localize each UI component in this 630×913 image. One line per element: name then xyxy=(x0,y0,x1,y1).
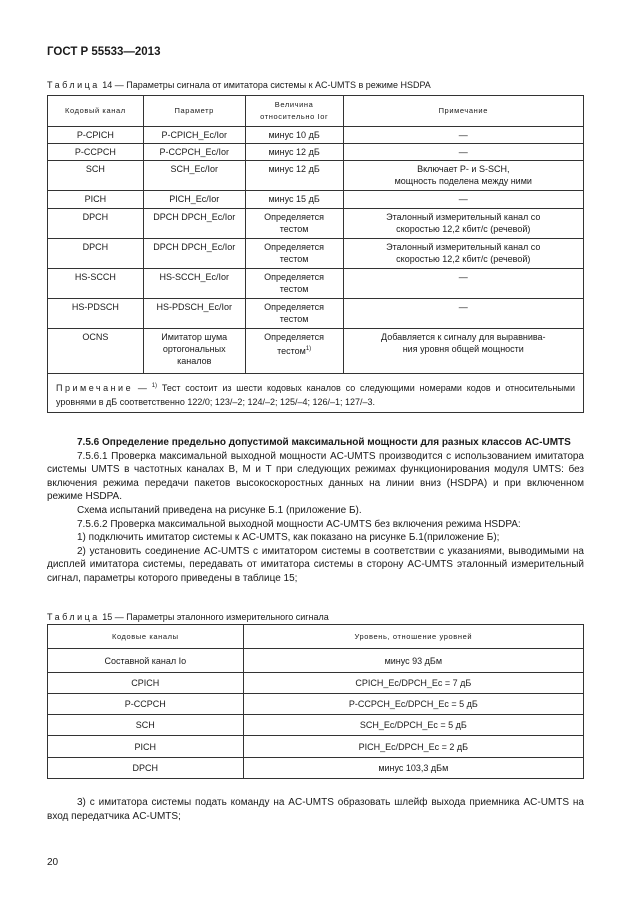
table-cell: — xyxy=(343,127,583,144)
table-15 xyxy=(47,624,584,779)
paragraph: 1) подключить имитатор системы к AC-UMTS, как показано на рисунке Б.1(приложение Б); xyxy=(77,532,500,544)
table-cell: — xyxy=(343,191,583,209)
cell-line: Добавляется к сигналу для выравнива- xyxy=(381,332,546,342)
table-row xyxy=(48,694,584,715)
table-cell: минус 15 дБ xyxy=(245,191,343,209)
column-header: Кодовый канал xyxy=(48,96,144,127)
table-cell: DPCH DPCH_Ec/Ior xyxy=(143,209,245,239)
cell-line: Определяется xyxy=(264,272,325,282)
column-header: Кодовые каналы xyxy=(48,625,244,649)
table-note xyxy=(48,374,584,413)
table-cell xyxy=(245,209,343,239)
cell-line: скоростью 12,2 кбит/с (речевой) xyxy=(396,254,531,264)
table-cell: минус 10 дБ xyxy=(245,127,343,144)
table-row xyxy=(48,209,584,239)
cell-line: Эталонный измерительный канал со xyxy=(386,212,541,222)
table-14-caption xyxy=(47,80,431,90)
cell-line: тестом xyxy=(279,314,309,324)
paragraph: 2) установить соединение AC-UMTS с имитатором системы в соответствии с указаниями, выводимыми на дисплей имитатора системы, передавать от имитатора системы в сторону AC-UMTS эталонный измерительный сигнал, параметры которого приведены в таблице 15; xyxy=(47,545,584,584)
table-cell: минус 12 дБ xyxy=(245,144,343,161)
table-cell xyxy=(245,299,343,329)
table-cell: минус 93 дБм xyxy=(243,649,583,673)
table-14-caption-word: Таблица xyxy=(47,80,100,90)
table-cell: PICH_Ec/Ior xyxy=(143,191,245,209)
column-header: Примечание xyxy=(343,96,583,127)
table-cell: P-CCPCH xyxy=(48,694,244,715)
table-cell: P-CPICH_Ec/Ior xyxy=(143,127,245,144)
table-14-caption-text: 14 — Параметры сигнала от имитатора системы к AC-UMTS в режиме HSDPA xyxy=(99,80,431,90)
cell-line: ортогональных xyxy=(162,344,226,354)
column-header-line: относительно Ior xyxy=(260,112,329,121)
paragraph: 7.5.6.2 Проверка максимальной выходной мощности AC-UMTS без включения режима HSDPA: xyxy=(77,518,521,530)
table-cell xyxy=(143,329,245,374)
table-cell: — xyxy=(343,269,583,299)
table-cell: минус 12 дБ xyxy=(245,161,343,191)
cell-line: мощность поделена между ними xyxy=(394,176,532,186)
cell-line: Имитатор шума xyxy=(161,332,228,342)
cell-line: Определяется xyxy=(264,332,325,342)
table-row xyxy=(48,715,584,736)
table-cell: SCH_Ec/DPCH_Ec = 5 дБ xyxy=(243,715,583,736)
column-header xyxy=(245,96,343,127)
table-row xyxy=(48,161,584,191)
footnote-marker: 1) xyxy=(151,383,158,389)
note-dash: — xyxy=(133,383,152,393)
document-header: ГОСТ Р 55533—2013 xyxy=(47,46,161,58)
cell-line: Определяется xyxy=(264,242,325,252)
table-row xyxy=(48,191,584,209)
table-cell: PICH xyxy=(48,736,244,758)
table-note-row xyxy=(48,374,584,413)
table-cell xyxy=(343,239,583,269)
table-cell: DPCH xyxy=(48,758,244,779)
page-number: 20 xyxy=(47,857,59,868)
footnote-marker: 1) xyxy=(305,346,312,352)
table-cell: Составной канал Io xyxy=(48,649,244,673)
table-cell: P-CCPCH_Ec/Ior xyxy=(143,144,245,161)
cell-line: Определяется xyxy=(264,212,325,222)
cell-line xyxy=(246,343,343,357)
table-cell: P-CCPCH_Ec/DPCH_Ec = 5 дБ xyxy=(243,694,583,715)
table-cell xyxy=(245,239,343,269)
column-header-line: Величина xyxy=(274,100,314,109)
note-text: Тест состоит из шести кодовых каналов со следующими номерами кодов и относительными уровнями в дБ соответственно 122/0; 123/–2; 124/–2; 125/–4; 126/–1; 127/–3. xyxy=(56,383,575,407)
cell-line: каналов xyxy=(177,356,212,366)
cell-line: тестом xyxy=(279,224,309,234)
table-cell: SCH xyxy=(48,161,144,191)
table-cell: HS-SCCH xyxy=(48,269,144,299)
cell-line: тестом xyxy=(279,284,309,294)
table-row xyxy=(48,329,584,374)
table-row xyxy=(48,239,584,269)
table-cell: DPCH DPCH_Ec/Ior xyxy=(143,239,245,269)
column-header: Уровень, отношение уровней xyxy=(243,625,583,649)
table-cell: HS-PDSCH_Ec/Ior xyxy=(143,299,245,329)
table-cell: CPICH_Ec/DPCH_Ec = 7 дБ xyxy=(243,673,583,694)
paragraph: 7.5.6.1 Проверка максимальной выходной мощности AC-UMTS производится с использованием имитатора системы UMTS в частотных каналах B, M и T при следующих режимах функционирования модуля UMTS: без включения режима передачи пакетов высокоскоростных данных на линии вниз (HSDPA) и при включенном режиме HSDPA. xyxy=(47,450,584,503)
cell-line: ния уровня общей мощности xyxy=(402,344,524,354)
table-cell: HS-PDSCH xyxy=(48,299,144,329)
closing-text xyxy=(47,796,584,823)
table-cell: DPCH xyxy=(48,239,144,269)
cell-line: тестом xyxy=(279,254,309,264)
table-cell xyxy=(343,329,583,374)
table-cell: P-CCPCH xyxy=(48,144,144,161)
table-cell: CPICH xyxy=(48,673,244,694)
table-cell: SCH_Ec/Ior xyxy=(143,161,245,191)
table-cell xyxy=(343,209,583,239)
table-cell: минус 103,3 дБм xyxy=(243,758,583,779)
note-word: Примечание xyxy=(56,383,134,393)
table-row xyxy=(48,269,584,299)
table-15-caption xyxy=(47,612,329,622)
paragraph: 3) с имитатора системы подать команду на AC-UMTS образовать шлейф выхода приемника AC-UMTS на вход передатчика AC-UMTS; xyxy=(47,797,584,822)
table-row xyxy=(48,736,584,758)
column-header: Параметр xyxy=(143,96,245,127)
table-15-caption-text: 15 — Параметры эталонного измерительного сигнала xyxy=(99,612,329,622)
table-row xyxy=(48,144,584,161)
table-header-row xyxy=(48,625,584,649)
table-row xyxy=(48,758,584,779)
table-cell: HS-SCCH_Ec/Ior xyxy=(143,269,245,299)
table-cell xyxy=(245,329,343,374)
table-cell: PICH xyxy=(48,191,144,209)
cell-line: Эталонный измерительный канал со xyxy=(386,242,541,252)
table-cell: SCH xyxy=(48,715,244,736)
table-cell: — xyxy=(343,299,583,329)
section-title: 7.5.6 Определение предельно допустимой максимальной мощности для разных классов AC-UMTS xyxy=(77,437,571,448)
table-cell: OCNS xyxy=(48,329,144,374)
table-cell xyxy=(245,269,343,299)
cell-line: Определяется xyxy=(264,302,325,312)
table-15-caption-word: Таблица xyxy=(47,612,100,622)
table-row xyxy=(48,649,584,673)
table-cell: P-CPICH xyxy=(48,127,144,144)
section-body xyxy=(47,436,584,586)
table-row xyxy=(48,127,584,144)
paragraph: Схема испытаний приведена на рисунке Б.1 (приложение Б). xyxy=(77,504,362,516)
table-row xyxy=(48,673,584,694)
table-cell: PICH_Ec/DPCH_Ec = 2 дБ xyxy=(243,736,583,758)
cell-text: тестом xyxy=(277,346,306,356)
table-header-row xyxy=(48,96,584,127)
table-cell xyxy=(343,161,583,191)
cell-line: скоростью 12,2 кбит/с (речевой) xyxy=(396,224,531,234)
table-14 xyxy=(47,95,584,413)
table-cell: — xyxy=(343,144,583,161)
table-row xyxy=(48,299,584,329)
table-cell: DPCH xyxy=(48,209,144,239)
cell-line: Включает P- и S-SCH, xyxy=(417,164,510,174)
